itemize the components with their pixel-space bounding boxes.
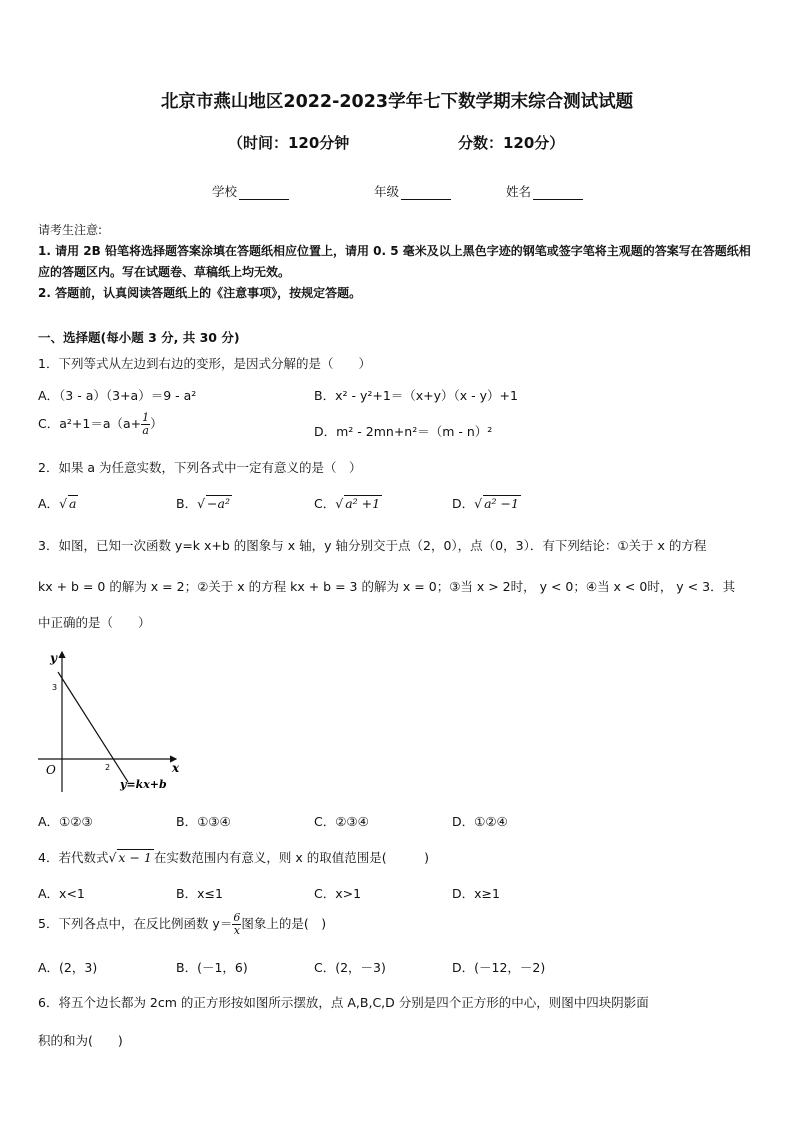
q4-option-c: C．x>1 — [314, 886, 362, 901]
q3-line-2: kx + b = 0 的解为 x = 2；②关于 x 的方程 kx + b = 3 的解为 x = 0；③当 x > 2时， y < 0；④当 x < 0时， y < 3．其 — [38, 579, 736, 594]
q2-d-label: D． — [452, 496, 475, 511]
q2-option-b: B．√ −a² — [176, 496, 230, 511]
q3-option-c: C．②③④ — [314, 814, 369, 829]
q4-stem-post: 在实数范围内有意义，则 x 的取值范围是( ) — [153, 850, 429, 865]
q4-stem-pre: 4．若代数式 — [38, 850, 109, 865]
section-heading: 一、选择题(每小题 3 分, 共 30 分) — [38, 330, 240, 345]
y-intercept-label: 3 — [52, 683, 58, 692]
q1-option-a: A．（3 - a）（3+a）＝9 - a² — [38, 388, 197, 403]
x-axis-label: x — [172, 761, 180, 775]
notice-heading: 请考生注意: — [38, 223, 103, 237]
q3-option-d: D．①②④ — [452, 814, 508, 829]
q2-a-radicand: a — [69, 496, 77, 511]
q2-c-label: C． — [314, 496, 336, 511]
line-equation-label: y=kx+b — [120, 778, 167, 791]
page-title: 北京市燕山地区2022-2023学年七下数学期末综合测试试题 — [160, 92, 634, 112]
q4-stem: 4．若代数式√ x − 1 在实数范围内有意义，则 x 的取值范围是( ) — [38, 850, 429, 865]
q4-radicand: x − 1 — [118, 850, 152, 865]
q1-c-den: a — [142, 424, 149, 437]
name-label: 姓名 — [506, 184, 532, 199]
q2-option-c: C．√ a² +1 — [314, 496, 381, 511]
q2-stem: 2．如果 a 为任意实数，下列各式中一定有意义的是（ ） — [38, 460, 362, 475]
origin-label: O — [46, 763, 56, 777]
y-axis-label: y — [50, 651, 57, 665]
q5-den: x — [233, 924, 240, 937]
grade-blank — [401, 186, 451, 200]
q2-b-radicand: −a² — [207, 496, 230, 511]
q5-stem-post: 图象上的是( ) — [241, 916, 327, 931]
q2-d-radicand: a² −1 — [484, 496, 519, 511]
q1-option-c — [38, 412, 163, 437]
q1-option-d: D．m² - 2mn+n²＝（m - n）² — [314, 424, 493, 439]
q5-option-d: D．(－12，－2) — [452, 960, 546, 975]
notice-item-2: 2. 答题前，认真阅读答题纸上的《注意事项》，按规定答题。 — [38, 286, 362, 300]
school-blank — [239, 186, 289, 200]
q5-stem — [38, 912, 326, 937]
exam-time: （时间：120分钟 — [228, 134, 350, 152]
q1-c-pre: C．a²+1＝a（a+ — [38, 416, 142, 431]
q2-b-label: B． — [176, 496, 198, 511]
notice-block — [38, 220, 760, 304]
q5-option-a: A．(2，3) — [38, 960, 98, 975]
q4-option-b: B．x≤1 — [176, 886, 223, 901]
grade-label: 年级 — [374, 184, 400, 199]
q1-c-num: 1 — [142, 411, 150, 424]
q2-option-d: D．√ a² −1 — [452, 496, 519, 511]
q1-c-post: ） — [150, 416, 163, 431]
exam-score: 分数：120分） — [458, 134, 565, 152]
q3-graph — [34, 642, 184, 794]
function-line — [58, 672, 128, 782]
q5-option-b: B．(－1，6) — [176, 960, 248, 975]
q1-option-b: B．x² - y²+1＝（x+y）（x - y）+1 — [314, 388, 518, 403]
school-label: 学校 — [212, 184, 238, 199]
q5-fraction — [232, 912, 241, 937]
grade-field — [374, 182, 451, 200]
q5-stem-pre: 5．下列各点中，在反比例函数 y＝ — [38, 916, 233, 931]
q3-line-3: 中正确的是（ ） — [38, 615, 151, 630]
school-field — [212, 182, 289, 200]
q6-line-1: 6．将五个边长都为 2cm 的正方形按如图所示摆放，点 A,B,C,D 分别是四个正方形的中心，则图中四块阴影面 — [38, 995, 649, 1010]
q2-a-label: A． — [38, 496, 60, 511]
q5-option-c: C．(2，－3) — [314, 960, 386, 975]
q1-c-fraction — [141, 412, 150, 437]
q4-option-a: A．x<1 — [38, 886, 85, 901]
q4-option-d: D．x≥1 — [452, 886, 500, 901]
q6-line-2: 积的和为( ) — [38, 1033, 123, 1048]
q3-option-b: B．①③④ — [176, 814, 231, 829]
notice-item-1: 1. 请用 2B 铅笔将选择题答案涂填在答题纸相应位置上，请用 0. 5 毫米及以上黑色字迹的钢笔或签字笔将主观题的答案写在答题纸相应的答题区内。写在试题卷、草稿纸上均无效。 — [38, 244, 751, 279]
name-field — [506, 182, 583, 200]
q5-num: 6 — [233, 911, 241, 924]
q1-stem: 1．下列等式从左边到右边的变形，是因式分解的是（ ） — [38, 356, 371, 371]
q3-line-1: 3．如图，已知一次函数 y=k x+b 的图象与 x 轴，y 轴分别交于点（2，0），点（0，3）．有下列结论：①关于 x 的方程 — [38, 538, 707, 553]
q2-c-radicand: a² +1 — [345, 496, 381, 511]
q3-option-a: A．①②③ — [38, 814, 93, 829]
q2-option-a: A．√ a — [38, 496, 77, 511]
name-blank — [533, 186, 583, 200]
x-intercept-label: 2 — [105, 763, 111, 772]
